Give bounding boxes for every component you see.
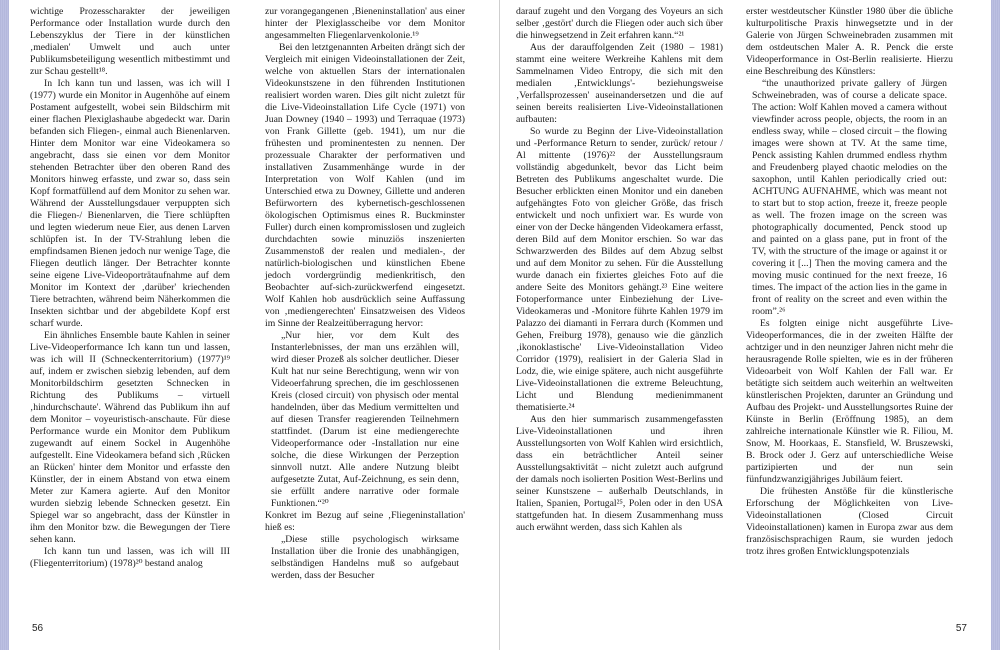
text-column-1 (30, 6, 230, 569)
text-column-3 (516, 6, 723, 561)
page-number-left: 56 (32, 623, 44, 634)
paragraph: In Ich kann tun und lassen, was ich will I (1977) wurde ein Monitor in Augenhöhe auf einem Postament aufgestellt, wobei sein Bildschirm mit einer flachen Plexiglashaube abgedeckt war. Darin befanden sich Fliegen-, einmal auch Bienenlarven. Hinter dem Monitor war eine Videokamera so angebracht, dass sie einen vor dem Monitor stehenden Betrachter über den oberen Rand des Monitors hinweg erfasste, und zwar so, dass sein Kopf formatfüllend auf dem Monitor zu sehen war. Während der Ausstellungsdauer verpuppten sich die Fliegen-/ Bienenlarven, die Tiere schlüpften und legten wiederum neue Eier, aus denen Larven schlüpfen ist. In der TV-Strahlung leben die empfindsamen Bienen jedoch nur wenige Tage, die Fliegen deutlich länger. Der Betrachter konnte seine eigene Live-Videoporträtaufnahme auf dem Monitor im Kontext der ‚darüber' kriechenden Tiere betrachten, während beim Näherkommen die Insekten sichtbar und der abgebildete Kopf erst scharf wurde. (30, 78, 230, 329)
page-stack-edge-left (0, 0, 9, 650)
paragraph: erster westdeutscher Künstler 1980 über die übliche kulturpolitische Praxis hinwegsetzte und in der Galerie von Jürgen Schweinebraden zusammen mit dem ostdeutschen Maler A. R. Penck die erste Videoperformance in Ost-Berlin realisierte. Hierzu eine Beschreibung des Künstlers: (746, 6, 953, 77)
block-quote: „Nur hier, vor dem Kult des Instanterlebnisses, der man uns erzählen will, wird dieser Prozeß als solcher deutlicher. Dieser Kult hat nur seine Berechtigung, wenn wir von Videoerfahrung sprechen, die im geschlossenen Kreis (closed circuit) von physisch oder mental handelnden, über das Medium vermittelten und auf diesen Transfer reagierenden Teilnehmern stattfindet. (Darum ist eine mediengerechte Videoperformance oder -Installation nur eine solche, die diese Wirkungen der Perzeption sinnvoll nutzt. Alle andere Nutzung bleibt aufgesetzte Zutat, Auf-Zeichnung, es sein denn, sie erfüllt andere narrative oder formale Funktionen.“²⁰ (271, 330, 459, 509)
block-quote: „Diese stille psychologisch wirksame Installation über die Ironie des unabhängigen, selbständigen Handelns muß so aufgebaut werden, dass der Besucher (271, 534, 459, 581)
text-column-4 (746, 6, 953, 561)
page-stack-edge-right (991, 0, 1000, 650)
paragraph: Es folgten einige nicht ausgeführte Live-Videoperformances, die in der zweiten Hälfte der achtziger und in den neunziger Jahren nicht mehr die herausragende Rolle spielten, wie es in der früheren Videoarbeit von Wolf Kahlen der Fall war. Er betätigte sich seitdem auch weiterhin an weltweiten künstlerischen Projekten, darunter an Gründung und Aufbau des Projekt- und Ausstellungsortes Ruine der Künste in Berlin (Eröffnung 1985), an dem zahlreiche internationale Künstler wie R. Filiou, M. Snow, M. Hoorkaas, E. Stansfield, W. Bruszewski, B. Brock oder J. Gerz auf unterschiedliche Weise partizipierten und der nun sein fünfundzwanzigjähriges Jubiläum feiert. (746, 318, 953, 485)
right-page (500, 0, 991, 650)
paragraph: Konkret im Bezug auf seine ‚Fliegeninstallation' hieß es: (265, 510, 465, 533)
paragraph: Ein ähnliches Ensemble baute Kahlen in seiner Live-Videoperformance Ich kann tun und lassen, was ich will II (Schneckenterritorium) (1977)¹⁹ auf, indem er zwischen siebzig lebenden, auf dem Monitorbildschirm gesetzten Schnecken in Richtung des Publikums – virtuell ‚hindurchschaute'. Während das Publikum ihn auf dem Monitor – voyeuristisch-anschaute. Für diese Performance wurde ein Monitor dem Publikum zugewandt auf einem Sockel in Augenhöhe aufgestellt. Eine Videokamera befand sich ‚Rücken an Rücken' hinter dem Monitor und erfasste den Künstler, der in einem Abstand von etwa einem Meter zur Kamera agierte. Auf den Monitor wurden siebzig lebende Schnecken gesetzt. Ein Spiegel war so angebracht, dass der Künstler in ihm den Monitor bzw. die Bewegungen der Tiere sehen kann. (30, 330, 230, 545)
paragraph: Ich kann tun und lassen, was ich will III (Fliegenterritorium) (1978)²⁰ bestand analog (30, 546, 230, 569)
paragraph: darauf zugeht und den Vorgang des Voyeurs an sich selber ‚gestört' durch die Fliegen oder auch sich über die hinwegsetzend in Zeit erfahren kann.“²¹ (516, 6, 723, 41)
left-page (9, 0, 500, 650)
paragraph: So wurde zu Beginn der Live-Videoinstallation und -Performance Return to sender, zurück/ retour / Al mittente (1976)²² der Ausstellungsraum vollständig abgedunkelt, bevor das Licht beim Betreten des Publikums angeschaltet wurde. Die Besucher erblickten einen Monitor und ein daneben aufgehängtes Foto von gleicher Größe, das frisch entwickelt und noch unfixiert war. Es wurde von einer von der Decke hängenden Videokamera erfasst, deren Bild auf dem Monitor erschien. So war das Schwarzwerden des Bildes auf dem Abzug selbst und auf dem Monitor zu sehen. Für die Ausstellung wurde danach ein fixiertes gleiches Foto auf die andere Seite des Monitors gehängt.²³ Eine weitere Fotoperformance unter Einbeziehung der Live-Videokameras und -Monitore führte Kahlen 1979 im Palazzo dei diamanti in Ferrara durch (Kommen und Gehen, Freiburg 1978), genauso wie die gänzlich ‚ikonoklastische' Live-Videoinstallation Video Corridor (1979), realisiert in der Galeria Slad in Lodz, die, wie einige spätere, auch nicht ausgeführte Live-Videoinstallationen die extreme Beleuchtung, Licht und Blendung medienimmanent thematisierte.²⁴ (516, 126, 723, 413)
paragraph: Aus der darauffolgenden Zeit (1980 – 1981) stammt eine weitere Werkreihe Kahlens mit dem Sammelnamen Video Entropy, die sich mit den medialen ‚Entwicklungs'- beziehungsweise ‚Verfallsprozessen' auseinandersetzen und die auf seinen bereits realisierten Live-Videoinstallationen aufbauten: (516, 42, 723, 125)
block-quote: “the unauthorized private gallery of Jürgen Schweinebraden, was of course a delicate space. The action: Wolf Kahlen moved a camera without viewfinder across people, objects, the room in an endless sway, while – closed circuit – the flowing images were shown at TV. At the same time, Penck assisting Kahlen drummed endless rhythm and Freudenberg played chaotic melodies on the saxophon, until Kahlen periodically cried out: ACHTUNG AUFNAHME, which was meant not to start but to stop action, freeze it, freeze people as well. The frozen image on the screen was photographically documented, Penck stood up and painted on a glass pane, put in front of the TV, with the structure of the image or against it or covering it [...] Then the moving camera and the moving music continued for the next freeze, 16 times. The impact of the action lies in the game in front of reality on the screet and even within the room”.²⁶ (752, 78, 947, 317)
text-column-2 (265, 6, 465, 581)
paragraph: wichtige Prozesscharakter der jeweiligen Performance oder Installation wurde durch den Lebenszyklus der Tiere in der künstlichen ‚medialen' Umwelt und auch unter Publikumsbeteiligung wesentlich mitbestimmt und zur Schau gestellt¹⁸. (30, 6, 230, 77)
paragraph: Aus den hier summarisch zusammengefassten Live-Videoinstallationen und ihren Ausstellungsorten von Wolf Kahlen wird ersichtlich, dass ein beträchtlicher Anteil seiner Ausstellungsaktivität – nicht zuletzt auch aufgrund der damals noch isolierten Position West-Berlins und seiner Kunstszene – außerhalb Deutschlands, in Italien, Spanien, Portugal²⁵, Polen oder in den USA stattgefunden hat. In diesem Zusammenhang muss auch erwähnt werden, dass sich Kahlen als (516, 414, 723, 533)
paragraph: Die frühesten Anstöße für die künstlerische Erforschung der Möglichkeiten von Live-Videoinstallationen (Closed Circuit Videoinstallationen) kamen in Europa zwar aus dem französischsprachigen Raum, sie wurden jedoch trotz ihres großen Entwicklungspotenzials (746, 486, 953, 557)
paragraph: zur vorangegangenen ‚Bieneninstallation' aus einer hinter der Plexiglasscheibe vor dem Monitor angesammelten Fliegenlarvenkolonie.¹⁹ (265, 6, 465, 41)
paragraph: Bei den letztgenannten Arbeiten drängt sich der Vergleich mit einigen Videoinstallationen der Zeit, welche von aktuellen Stars der internationalen Videokunstszene in den führenden Institutionen realisiert worden waren. Dies gilt nicht zuletzt für die Live-Videoinstallation Life Cycle (1971) von Juan Downey (1940 – 1993) und Terraquae (1973) von Frank Gillette (geb. 1941), um nur die frühesten und prominentesten zu nennen. Der prozessuale Charakter der performativen und installativen Zusammenhänge wurde in der Interpretation von Wolf Kahlen (und im Unterschied etwa zu Downey, Gillette und anderen Befürwortern des kybernetisch-geschlossenen ökologischen Optimismus eines R. Buckminster Fuller) durch einen kompromisslosen und zugleich durchdachten sowie minuziös inszenierten Zusammenstoß der realen und medialen-, der natürlich-biologischen und künstlichen Ebene jedoch vordergründig medienkritisch, den Beobachter auf-sich-zurückwerfend eingesetzt. Wolf Kahlen hob ausdrücklich seine Auffassung von ‚mediengerechten' Einsatzweisen des Videos im Sinne der Realzeitüberragung hervor: (265, 42, 465, 329)
page-number-right: 57 (955, 623, 967, 634)
